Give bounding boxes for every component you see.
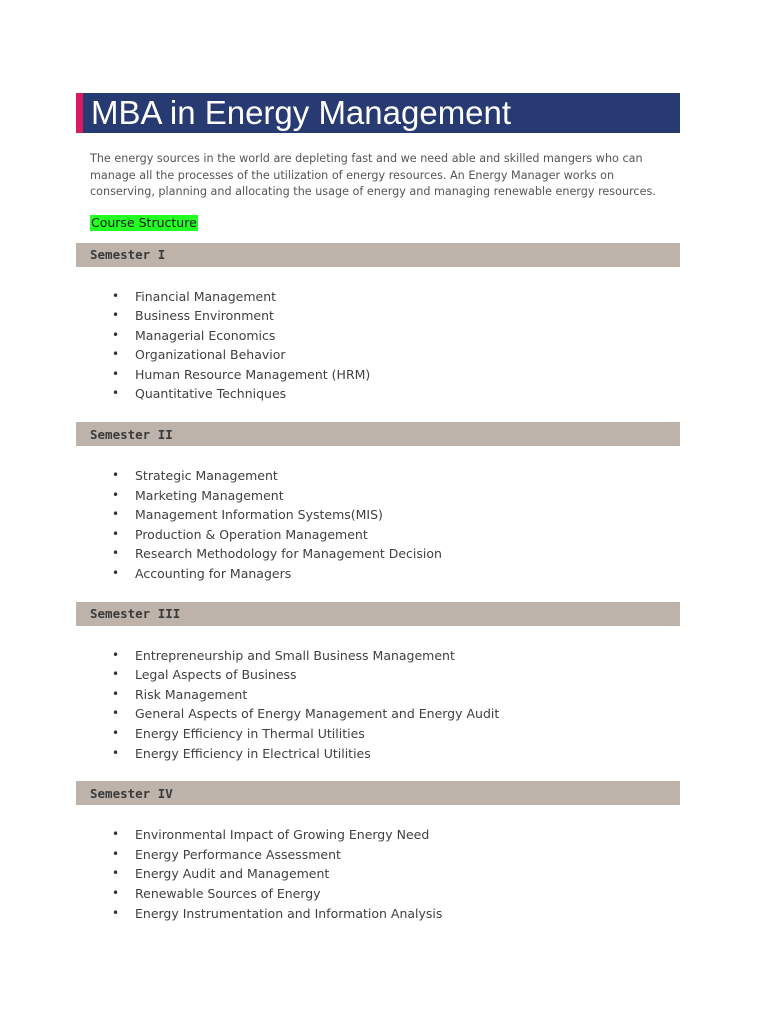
subject-label: Marketing Management (135, 487, 284, 503)
list-item (76, 704, 680, 724)
list-item (76, 466, 680, 486)
bullet-icon: • (112, 327, 120, 342)
list-item (76, 505, 680, 525)
list-item (76, 864, 680, 884)
bullet-icon: • (112, 366, 120, 381)
list-item (76, 744, 680, 764)
intro-paragraph: The energy sources in the world are depleting fast and we need able and skilled mangers who can manage all the processes of the utilization of energy resources. An Energy Manager works on conserving, planning and allocating the usage of energy and managing renewable energy resources. (90, 152, 656, 198)
list-item (76, 544, 680, 564)
title-bar (76, 93, 680, 133)
list-item (76, 486, 680, 506)
list-item (76, 564, 680, 584)
list-item (76, 287, 680, 307)
list-item (76, 825, 680, 845)
bullet-icon: • (112, 507, 120, 522)
subject-label: General Aspects of Energy Management and Energy Audit (135, 706, 500, 722)
list-item (76, 685, 680, 705)
bullet-icon: • (112, 667, 120, 682)
subject-label: Renewable Sources of Energy (135, 885, 321, 901)
bullet-icon: • (112, 347, 120, 362)
bullet-icon: • (112, 686, 120, 701)
list-item (76, 845, 680, 865)
subject-label: Financial Management (135, 288, 277, 304)
subject-label: Risk Management (135, 686, 248, 702)
bullet-icon: • (112, 308, 120, 323)
subject-label: Human Resource Management (HRM) (135, 366, 371, 382)
subject-label: Energy Efficiency in Thermal Utilities (135, 726, 365, 741)
bullet-icon: • (112, 647, 120, 662)
subject-label: Energy Instrumentation and Information Analysis (135, 905, 443, 921)
subject-label: Entrepreneurship and Small Business Management (135, 647, 455, 663)
subject-label: Managerial Economics (135, 327, 276, 343)
subject-label: Production & Operation Management (135, 526, 368, 542)
bullet-icon: • (112, 726, 120, 740)
list-item (76, 724, 680, 744)
subject-label: Environmental Impact of Growing Energy Need (135, 827, 430, 843)
page-title: MBA in Energy Management (91, 94, 512, 131)
bullet-icon: • (112, 386, 120, 401)
document-page (76, 93, 680, 923)
subject-label: Research Methodology for Management Decision (135, 546, 442, 562)
subject-list (76, 466, 680, 584)
bullet-icon: • (112, 745, 120, 760)
bullet-icon: • (112, 885, 120, 900)
bullet-icon: • (112, 526, 120, 541)
bullet-icon: • (112, 905, 120, 920)
list-item (76, 525, 680, 545)
course-structure-heading: Course Structure (91, 214, 197, 230)
list-item (76, 326, 680, 346)
subject-label: Energy Efficiency in Electrical Utilities (135, 745, 371, 761)
semester-section-2 (76, 422, 680, 584)
list-item (76, 646, 680, 666)
subject-list (76, 825, 680, 923)
subject-label: Organizational Behavior (135, 347, 286, 363)
bullet-icon: • (112, 846, 120, 861)
list-item (76, 345, 680, 365)
semester-header: Semester III (76, 602, 680, 626)
bullet-icon: • (112, 487, 120, 502)
list-item (76, 365, 680, 385)
list-item (76, 384, 680, 404)
course-structure-wrapper (76, 201, 680, 231)
bullet-icon: • (112, 288, 120, 303)
subject-label: Energy Performance Assessment (135, 846, 341, 862)
subject-label: Accounting for Managers (135, 566, 292, 582)
bullet-icon: • (112, 827, 120, 842)
bullet-icon: • (112, 566, 120, 581)
semester-section-1 (76, 243, 680, 405)
subject-label: Strategic Management (135, 468, 278, 484)
bullet-icon: • (112, 866, 120, 881)
subject-list (76, 287, 680, 405)
bullet-icon: • (112, 546, 120, 561)
semester-header: Semester IV (76, 781, 680, 805)
list-item (76, 904, 680, 924)
subject-label: Quantitative Techniques (135, 386, 287, 402)
subject-label: Business Environment (135, 308, 274, 324)
semester-header: Semester II (76, 422, 680, 446)
bullet-icon: • (112, 468, 120, 483)
semester-header: Semester I (76, 243, 680, 267)
list-item (76, 306, 680, 326)
subject-label: Legal Aspects of Business (135, 667, 297, 683)
list-item (76, 665, 680, 685)
subject-label: Energy Audit and Management (135, 866, 330, 882)
semester-section-4 (76, 781, 680, 923)
subject-label: Management Information Systems(MIS) (135, 507, 383, 523)
semester-section-3 (76, 602, 680, 764)
subject-list (76, 646, 680, 764)
list-item (76, 884, 680, 904)
title-accent-stripe (76, 93, 83, 133)
bullet-icon: • (112, 706, 120, 721)
